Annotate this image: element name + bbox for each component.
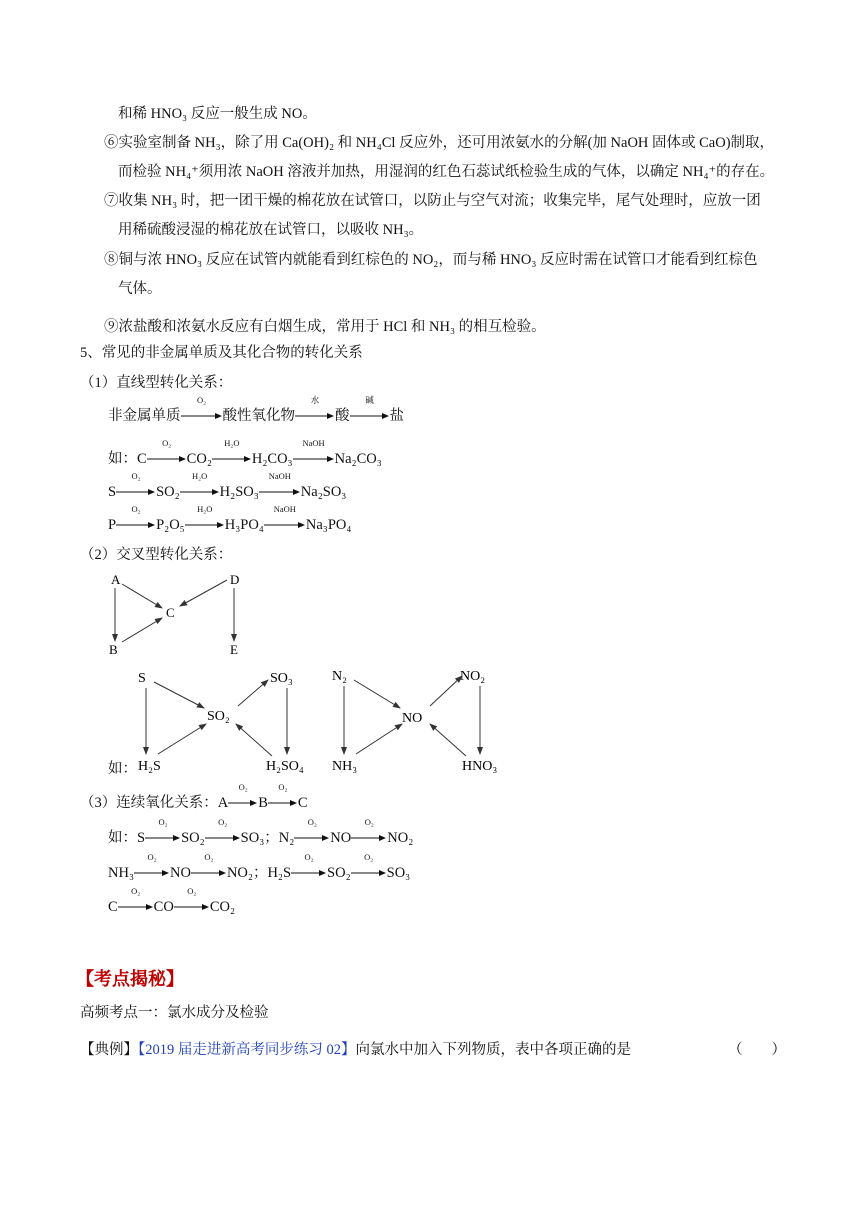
- item-5-continuation: 和稀 HNO₃ 反应一般生成 NO。: [118, 106, 317, 122]
- item-7-line2: 用稀硫酸浸湿的棉花放在试管口，以吸收 NH₃。: [118, 222, 424, 238]
- linear-heading: （1）直线型转化关系：: [80, 375, 233, 391]
- item-8-line1: ⑧铜与浓 HNO₃ 反应在试管内就能看到红棕色的 NO₂，而与稀 HNO₃ 反应时需在试管口才能看到红棕色: [104, 252, 758, 268]
- cross-diagram-sulfur: [130, 664, 320, 776]
- arrow-o2: O₂: [191, 865, 227, 877]
- section-5-title: 5、常见的非金属单质及其化合物的转化关系: [80, 345, 363, 361]
- item-7-line1: ⑦收集 NH₃ 时，把一团干燥的棉花放在试管口，以防止与空气对流；收集完毕，尾气处理时，应放一团: [104, 193, 761, 209]
- arrow-o2: O₂: [351, 830, 387, 842]
- continuous-example-3: C O₂ CO O₂ CO₂: [108, 886, 236, 915]
- node-hno3: HNO₃: [462, 759, 498, 774]
- node-h2s: H₂S: [138, 759, 161, 774]
- arrow-base: 碱: [350, 408, 390, 420]
- cross-diagram-nitrogen: [326, 662, 516, 776]
- arrow-o2: O₂: [116, 517, 156, 529]
- arrow-o2: O₂: [291, 865, 327, 877]
- arrow-water: 水: [295, 408, 335, 420]
- arrow-h2o: H₂O: [185, 517, 225, 529]
- node-no2: NO₂: [460, 669, 486, 684]
- node-no: NO: [402, 711, 423, 726]
- example-tag: 【典例】: [80, 1042, 138, 1058]
- node-c: C: [166, 605, 175, 620]
- ru-label: 如：: [108, 761, 137, 777]
- continuous-heading: （3）连续氧化关系：A O₂ B O₂ C: [80, 782, 308, 811]
- node-so3: SO₃: [270, 671, 293, 686]
- answer-paren: （ ）: [728, 1042, 786, 1058]
- node-b: B: [109, 642, 118, 657]
- arrow-o2: O₂: [174, 899, 210, 911]
- carbon-chain: 如：C O₂ CO₂ H₂O H₂CO₃ NaOH Na₂CO₃: [108, 438, 382, 467]
- node-nh3: NH₃: [332, 759, 358, 774]
- node-h2so4: H₂SO₄: [266, 759, 304, 774]
- arrow-o2: O₂: [147, 451, 187, 463]
- arrow-naoh: NaOH: [264, 517, 306, 529]
- arrow-o2: O₂: [116, 484, 156, 496]
- item-8-line2: 气体。: [118, 281, 162, 297]
- arrow-o2: O₂: [294, 830, 330, 842]
- arrow-o2: O₂: [351, 865, 387, 877]
- example-line: [80, 1040, 631, 1060]
- arrow-naoh: NaOH: [293, 451, 335, 463]
- item-6-line1: ⑥实验室制备 NH₃，除了用 Ca(OH)₂ 和 NH₄Cl 反应外，还可用浓氨水的分解(加 NaOH 固体或 CaO)制取，: [104, 135, 775, 151]
- node-d: D: [230, 572, 240, 587]
- kaodian-title: 【考点揭秘】: [76, 969, 184, 989]
- node-e: E: [230, 642, 238, 657]
- cross-diagram-general: [100, 568, 260, 660]
- arrow-naoh: NaOH: [259, 484, 301, 496]
- item-6-line2: 而检验 NH₄⁺须用浓 NaOH 溶液并加热，用湿润的红色石蕊试纸检验生成的气体，以确定 NH₄⁺的存在。: [118, 164, 775, 180]
- arrow-o2: O₂: [228, 795, 258, 807]
- continuous-example-1: 如：S O₂ SO₂ O₂ SO₃；N₂ O₂ NO O₂ NO₂: [108, 817, 414, 846]
- linear-general-chain: 非金属单质 O₂ 酸性氧化物 水 酸 碱 盐: [108, 395, 404, 424]
- cross-heading: （2）交叉型转化关系：: [80, 547, 233, 563]
- phosphorus-chain: P O₂ P₂O₅ H₂O H₃PO₄ NaOH Na₃PO₄: [108, 504, 352, 533]
- node-n2: N₂: [332, 669, 347, 684]
- node-s: S: [138, 671, 146, 686]
- arrow-o2: O₂: [268, 795, 298, 807]
- arrow-h2o: H₂O: [180, 484, 220, 496]
- arrow-o2: O₂: [134, 865, 170, 877]
- arrow-o2: O₂: [205, 830, 241, 842]
- node-a: A: [111, 572, 121, 587]
- item-9: ⑨浓盐酸和浓氨水反应有白烟生成，常用于 HCl 和 NH₃ 的相互检验。: [104, 319, 546, 335]
- node-so2: SO₂: [207, 709, 230, 724]
- kaodian-subtitle: 高频考点一：氯水成分及检验: [80, 1005, 269, 1021]
- arrow-h2o: H₂O: [212, 451, 252, 463]
- arrow-o2: O₂: [181, 408, 223, 420]
- arrow-o2: O₂: [145, 830, 181, 842]
- example-question: 向氯水中加入下列物质，表中各项正确的是: [355, 1042, 631, 1058]
- sulfur-chain: S O₂ SO₂ H₂O H₂SO₃ NaOH Na₂SO₃: [108, 471, 347, 500]
- example-source-link[interactable]: 【2019 届走进新高考同步练习 02】: [138, 1042, 356, 1058]
- continuous-example-2: NH₃ O₂ NO O₂ NO₂；H₂S O₂ SO₂ O₂ SO₃: [108, 852, 411, 881]
- arrow-o2: O₂: [118, 899, 154, 911]
